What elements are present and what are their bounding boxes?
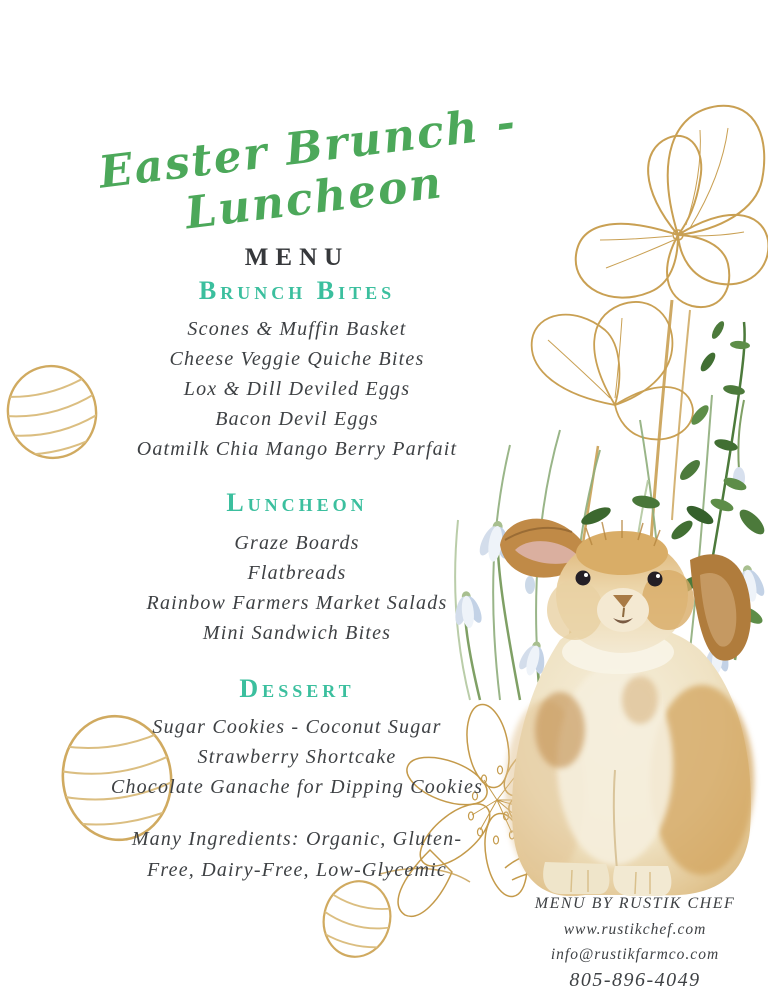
menu-item: Sugar Cookies - Coconut Sugar — [152, 716, 442, 738]
menu-item: Cheese Veggie Quiche Bites — [169, 348, 425, 370]
phone-number: 805-896-4049 — [569, 969, 701, 991]
menu-item: Oatmilk Chia Mango Berry Parfait — [136, 438, 458, 460]
menu-item: Rainbow Farmers Market Salads — [146, 592, 448, 614]
brunch-bites-items — [36, 314, 558, 464]
menu-item: Flatbreads — [247, 562, 347, 584]
website-url: www.rustikchef.com — [563, 921, 707, 938]
menu-item: Chocolate Ganache for Dipping Cookies — [110, 776, 484, 798]
dessert-items — [36, 712, 558, 802]
menu-byline: MENU BY RUSTIK CHEF — [534, 895, 736, 912]
menu-column — [36, 243, 558, 886]
page-title: Easter Brunch - Luncheon — [96, 96, 520, 240]
email-address: info@rustikfarmco.com — [550, 946, 720, 963]
menu-heading: MENU — [244, 244, 350, 271]
ingredients-note — [36, 824, 558, 886]
menu-item: Graze Boards — [234, 532, 360, 554]
section-heading-luncheon: Luncheon — [226, 488, 368, 517]
luncheon-items — [36, 528, 558, 648]
menu-item: Strawberry Shortcake — [197, 746, 397, 768]
menu-item: Scones & Muffin Basket — [187, 318, 407, 340]
section-heading-brunch-bites: Brunch Bites — [198, 276, 396, 305]
section-heading-dessert: Dessert — [239, 674, 355, 703]
note-line: Many Ingredients: Organic, Gluten- — [131, 828, 463, 850]
note-line: Free, Dairy-Free, Low-Glycemic — [147, 859, 447, 881]
menu-item: Bacon Devil Eggs — [215, 408, 379, 430]
contact-block — [502, 890, 768, 993]
gold-egg-bottom-icon — [314, 874, 400, 965]
menu-item: Mini Sandwich Bites — [202, 622, 392, 644]
menu-item: Lox & Dill Deviled Eggs — [183, 378, 411, 400]
